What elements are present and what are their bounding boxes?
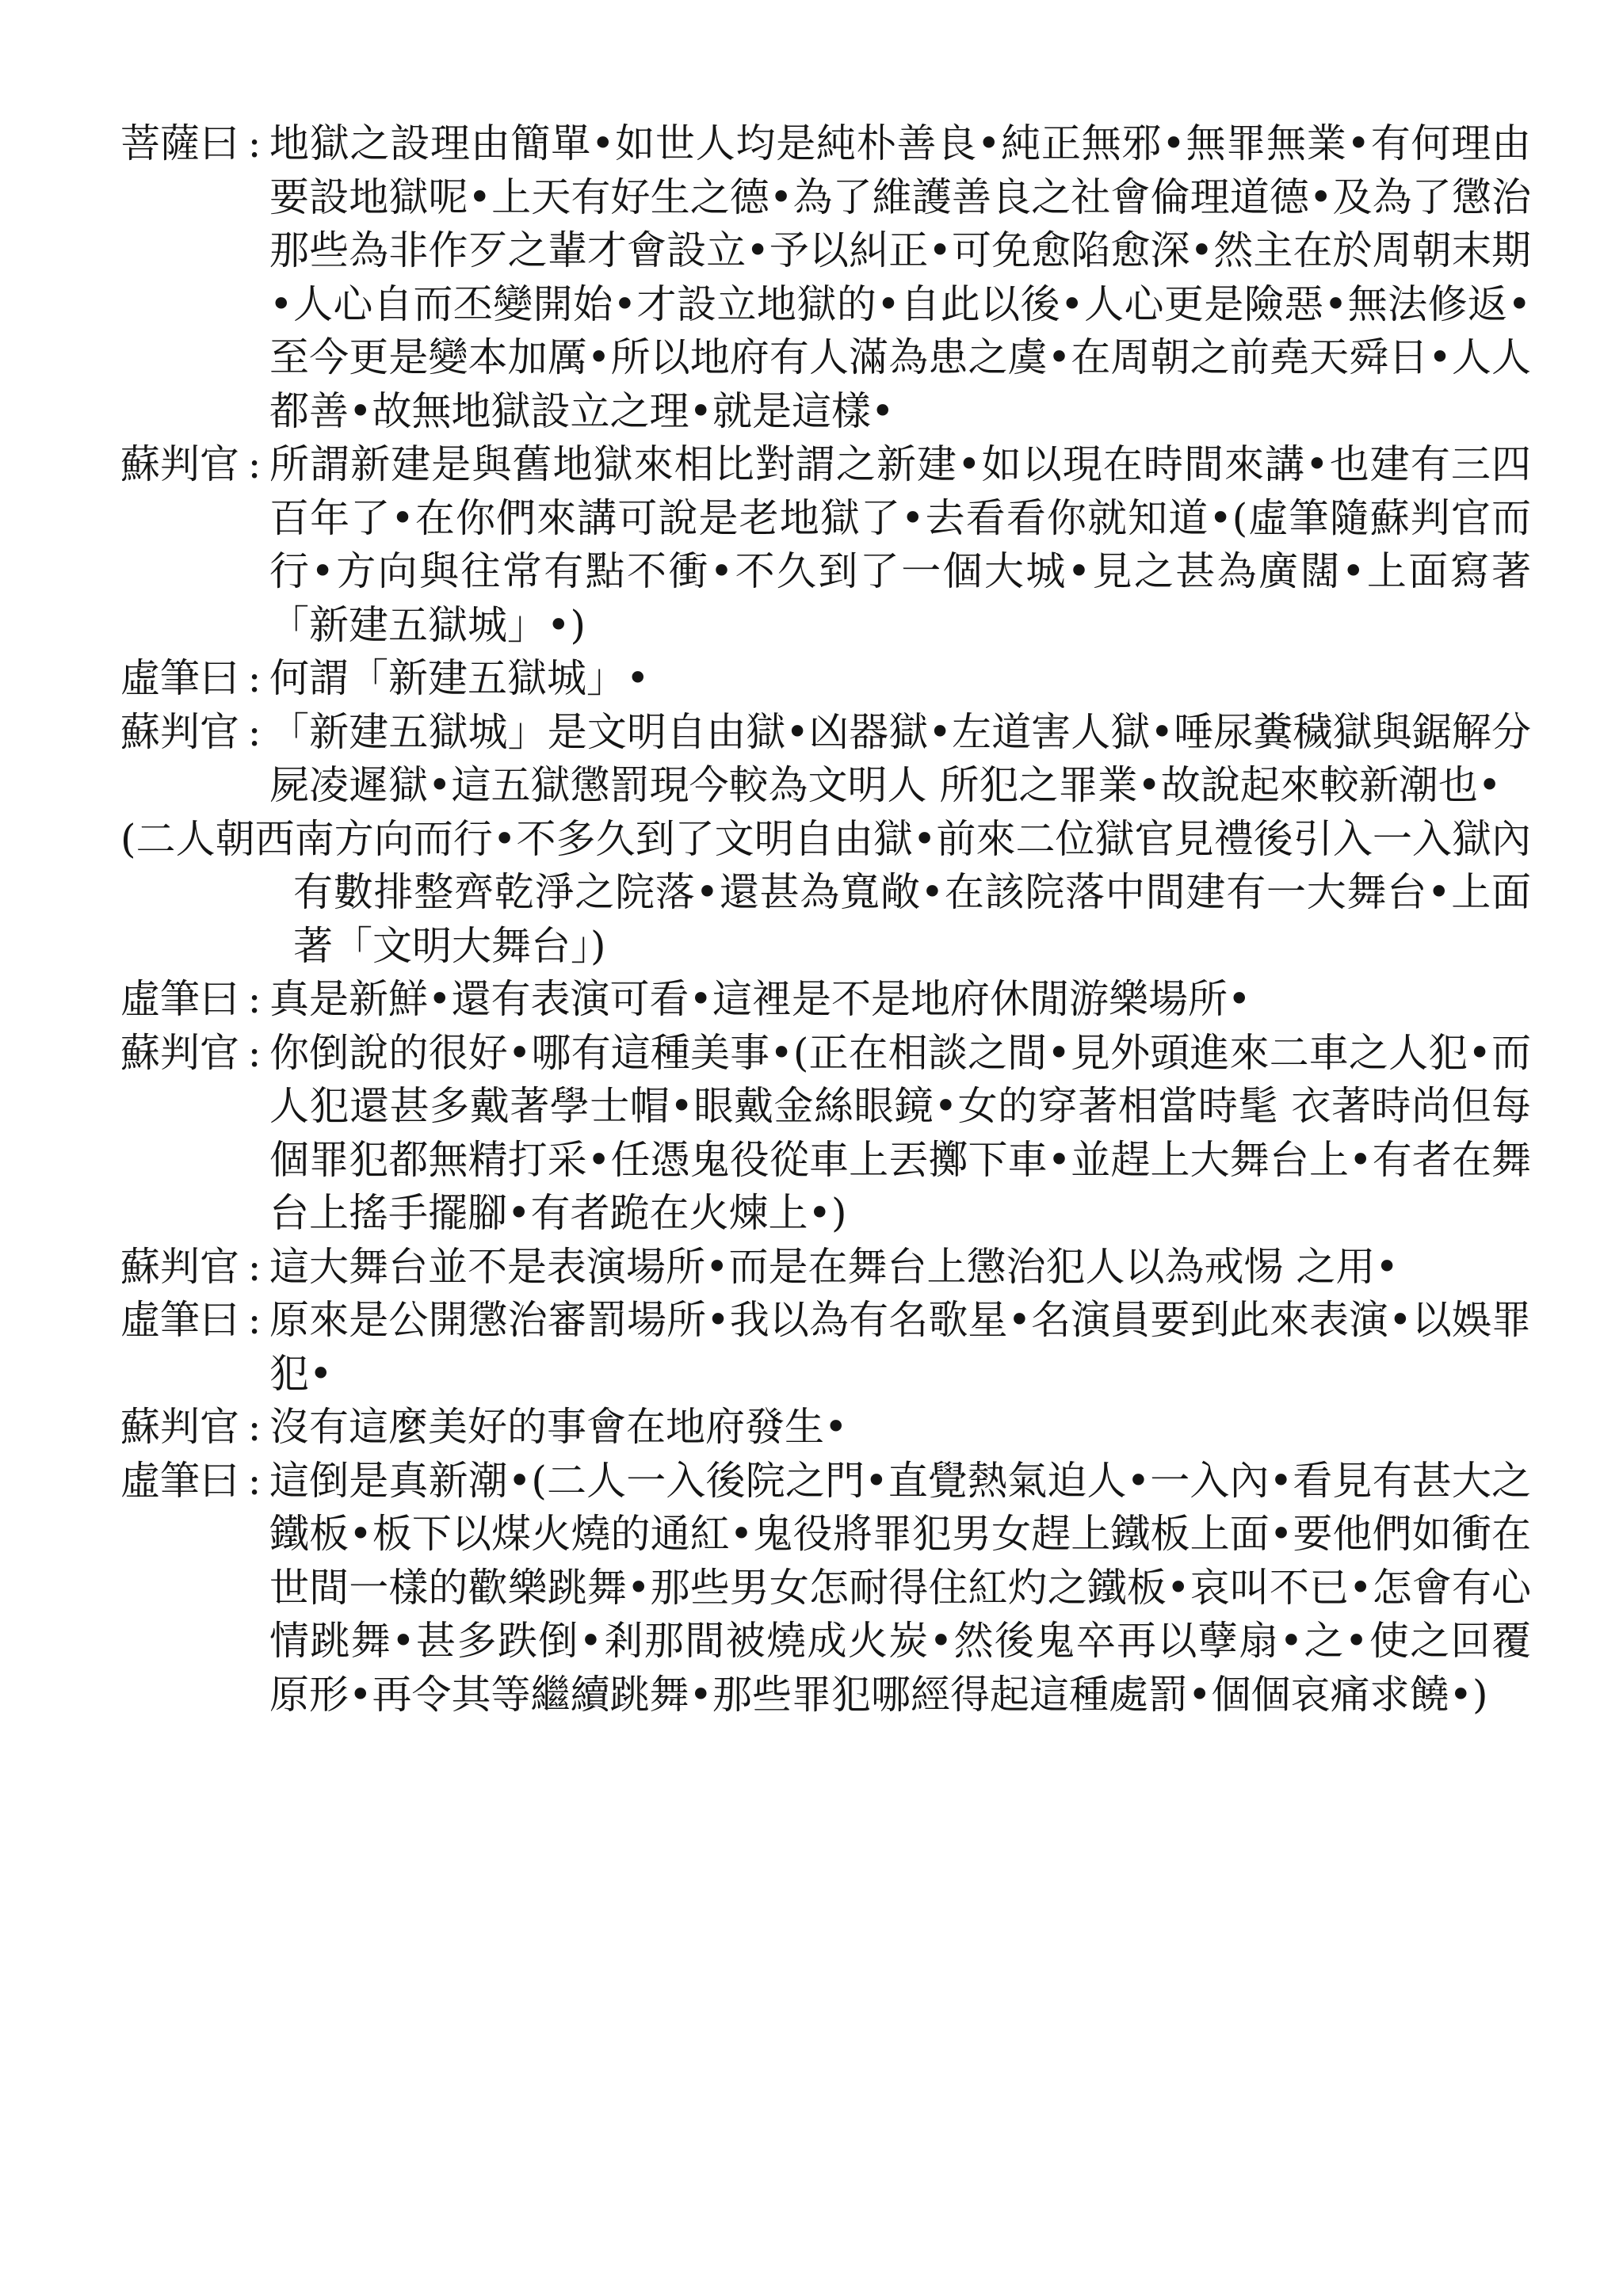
dialogue-entry — [120, 1455, 1531, 1722]
speaker-colon: : — [247, 1404, 262, 1450]
dialogue-text: 地獄之設理由簡單•如世人均是純朴善良•純正無邪•無罪無業•有何理由要設地獄呢•上天有好生之德•為了維護善良之社會倫理道德•及為了懲治那些為非作歹之輩才會設立•予以糾正•可免愈陷愈深•然主在於周朝末期•人心自而丕變開始•才設立地獄的•自此以後•人心更是險惡•無法修返•至今更是變本加厲•所以地府有人滿為患之虞•在周朝之前堯天舜日•人人都善•故無地獄設立之理•就是這樣• — [269, 120, 1531, 434]
speaker-name: 菩薩曰 — [120, 120, 239, 166]
speaker-colon: : — [247, 1297, 262, 1343]
dialogue-entry — [120, 1294, 1531, 1401]
dialogue-entry — [120, 973, 1531, 1027]
dialogue-entry — [120, 652, 1531, 706]
dialogue-entry — [120, 438, 1531, 652]
document-page — [120, 117, 1531, 1722]
dialogue-text: 你倒說的很好•哪有這種美事•(正在相談之間•見外頭進來二車之人犯•而人犯還甚多戴著學士帽•眼戴金絲眼鏡•女的穿著相當時髦 衣著時尚但每個罪犯都無精打采•任憑鬼役從車上丟擲下車•並趕上大舞台上•有者在舞台上搖手擺腳•有者跪在火煉上•) — [269, 1029, 1531, 1236]
speaker-name: 蘇判官 — [120, 1404, 239, 1450]
speaker-colon: : — [247, 120, 262, 166]
speaker-name: 虛筆曰 — [120, 1457, 239, 1504]
speaker-name: 虛筆曰 — [120, 976, 239, 1022]
dialogue-text: 「新建五獄城」是文明自由獄•凶器獄•左道害人獄•唾尿糞穢獄與鋸解分屍凌遲獄•這五獄懲罰現今較為文明人 所犯之罪業•故說起來較新潮也• — [269, 708, 1531, 808]
dialogue-entry — [120, 117, 1531, 438]
dialogue-text: 何謂「新建五獄城」• — [269, 655, 650, 701]
speaker-colon: : — [247, 708, 262, 755]
speaker-colon: : — [247, 1243, 262, 1290]
speaker-colon: : — [247, 655, 262, 701]
dialogue-text: 這倒是真新潮•(二人一入後院之門•直覺熱氣迫人•一入內•看見有甚大之鐵板•板下以煤火燒的通紅•鬼役將罪犯男女趕上鐵板上面•要他們如衝在世間一樣的歡樂跳舞•那些男女怎耐得住紅灼之鐵板•哀叫不已•怎會有心情跳舞•甚多跌倒•剎那間被燒成火炭•然後鬼卒再以孽扇•之•使之回覆原形•再令其等繼續跳舞•那些罪犯哪經得起這種處罰•個個哀痛求饒•) — [269, 1457, 1531, 1718]
dialogue-text: 原來是公開懲治審罰場所•我以為有名歌星•名演員要到此來表演•以娛罪犯• — [269, 1297, 1531, 1397]
speaker-colon: : — [247, 1457, 262, 1504]
speaker-name: 蘇判官 — [120, 708, 239, 755]
speaker-colon: : — [247, 976, 262, 1022]
dialogue-entry — [120, 706, 1531, 813]
dialogue-entry — [120, 1241, 1531, 1295]
speaker-name: 蘇判官 — [120, 1243, 239, 1290]
dialogue-text: 沒有這麼美好的事會在地府發生• — [269, 1404, 848, 1450]
dialogue-entry — [120, 1027, 1531, 1241]
dialogue-text: 所謂新建是與舊地獄來相比對謂之新建•如以現在時間來講•也建有三四百年了•在你們來講可說是老地獄了•去看看你就知道•(虛筆隨蘇判官而行•方向與往常有點不衝•不久到了一個大城•見之甚為廣闊•上面寫著「新建五獄城」•) — [269, 441, 1531, 648]
dialogue-text: 真是新鮮•還有表演可看•這裡是不是地府休閒游樂場所• — [269, 976, 1251, 1022]
dialogue-text: 這大舞台並不是表演場所•而是在舞台上懲治犯人以為戒惕 之用• — [269, 1243, 1399, 1290]
speaker-name: 虛筆曰 — [120, 1297, 239, 1343]
speaker-colon: : — [247, 1029, 262, 1076]
stage-direction: (二人朝西南方向而行•不多久到了文明自由獄•前來二位獄官見禮後引入一入獄內有數排整齊乾淨之院落•還甚為寬敞•在該院落中間建有一大舞台•上面著「文明大舞台」) — [120, 815, 1531, 969]
dialogue-entry — [120, 1401, 1531, 1455]
speaker-name: 蘇判官 — [120, 441, 239, 487]
speaker-name: 虛筆曰 — [120, 655, 239, 701]
speaker-colon: : — [247, 441, 262, 487]
speaker-name: 蘇判官 — [120, 1029, 239, 1076]
